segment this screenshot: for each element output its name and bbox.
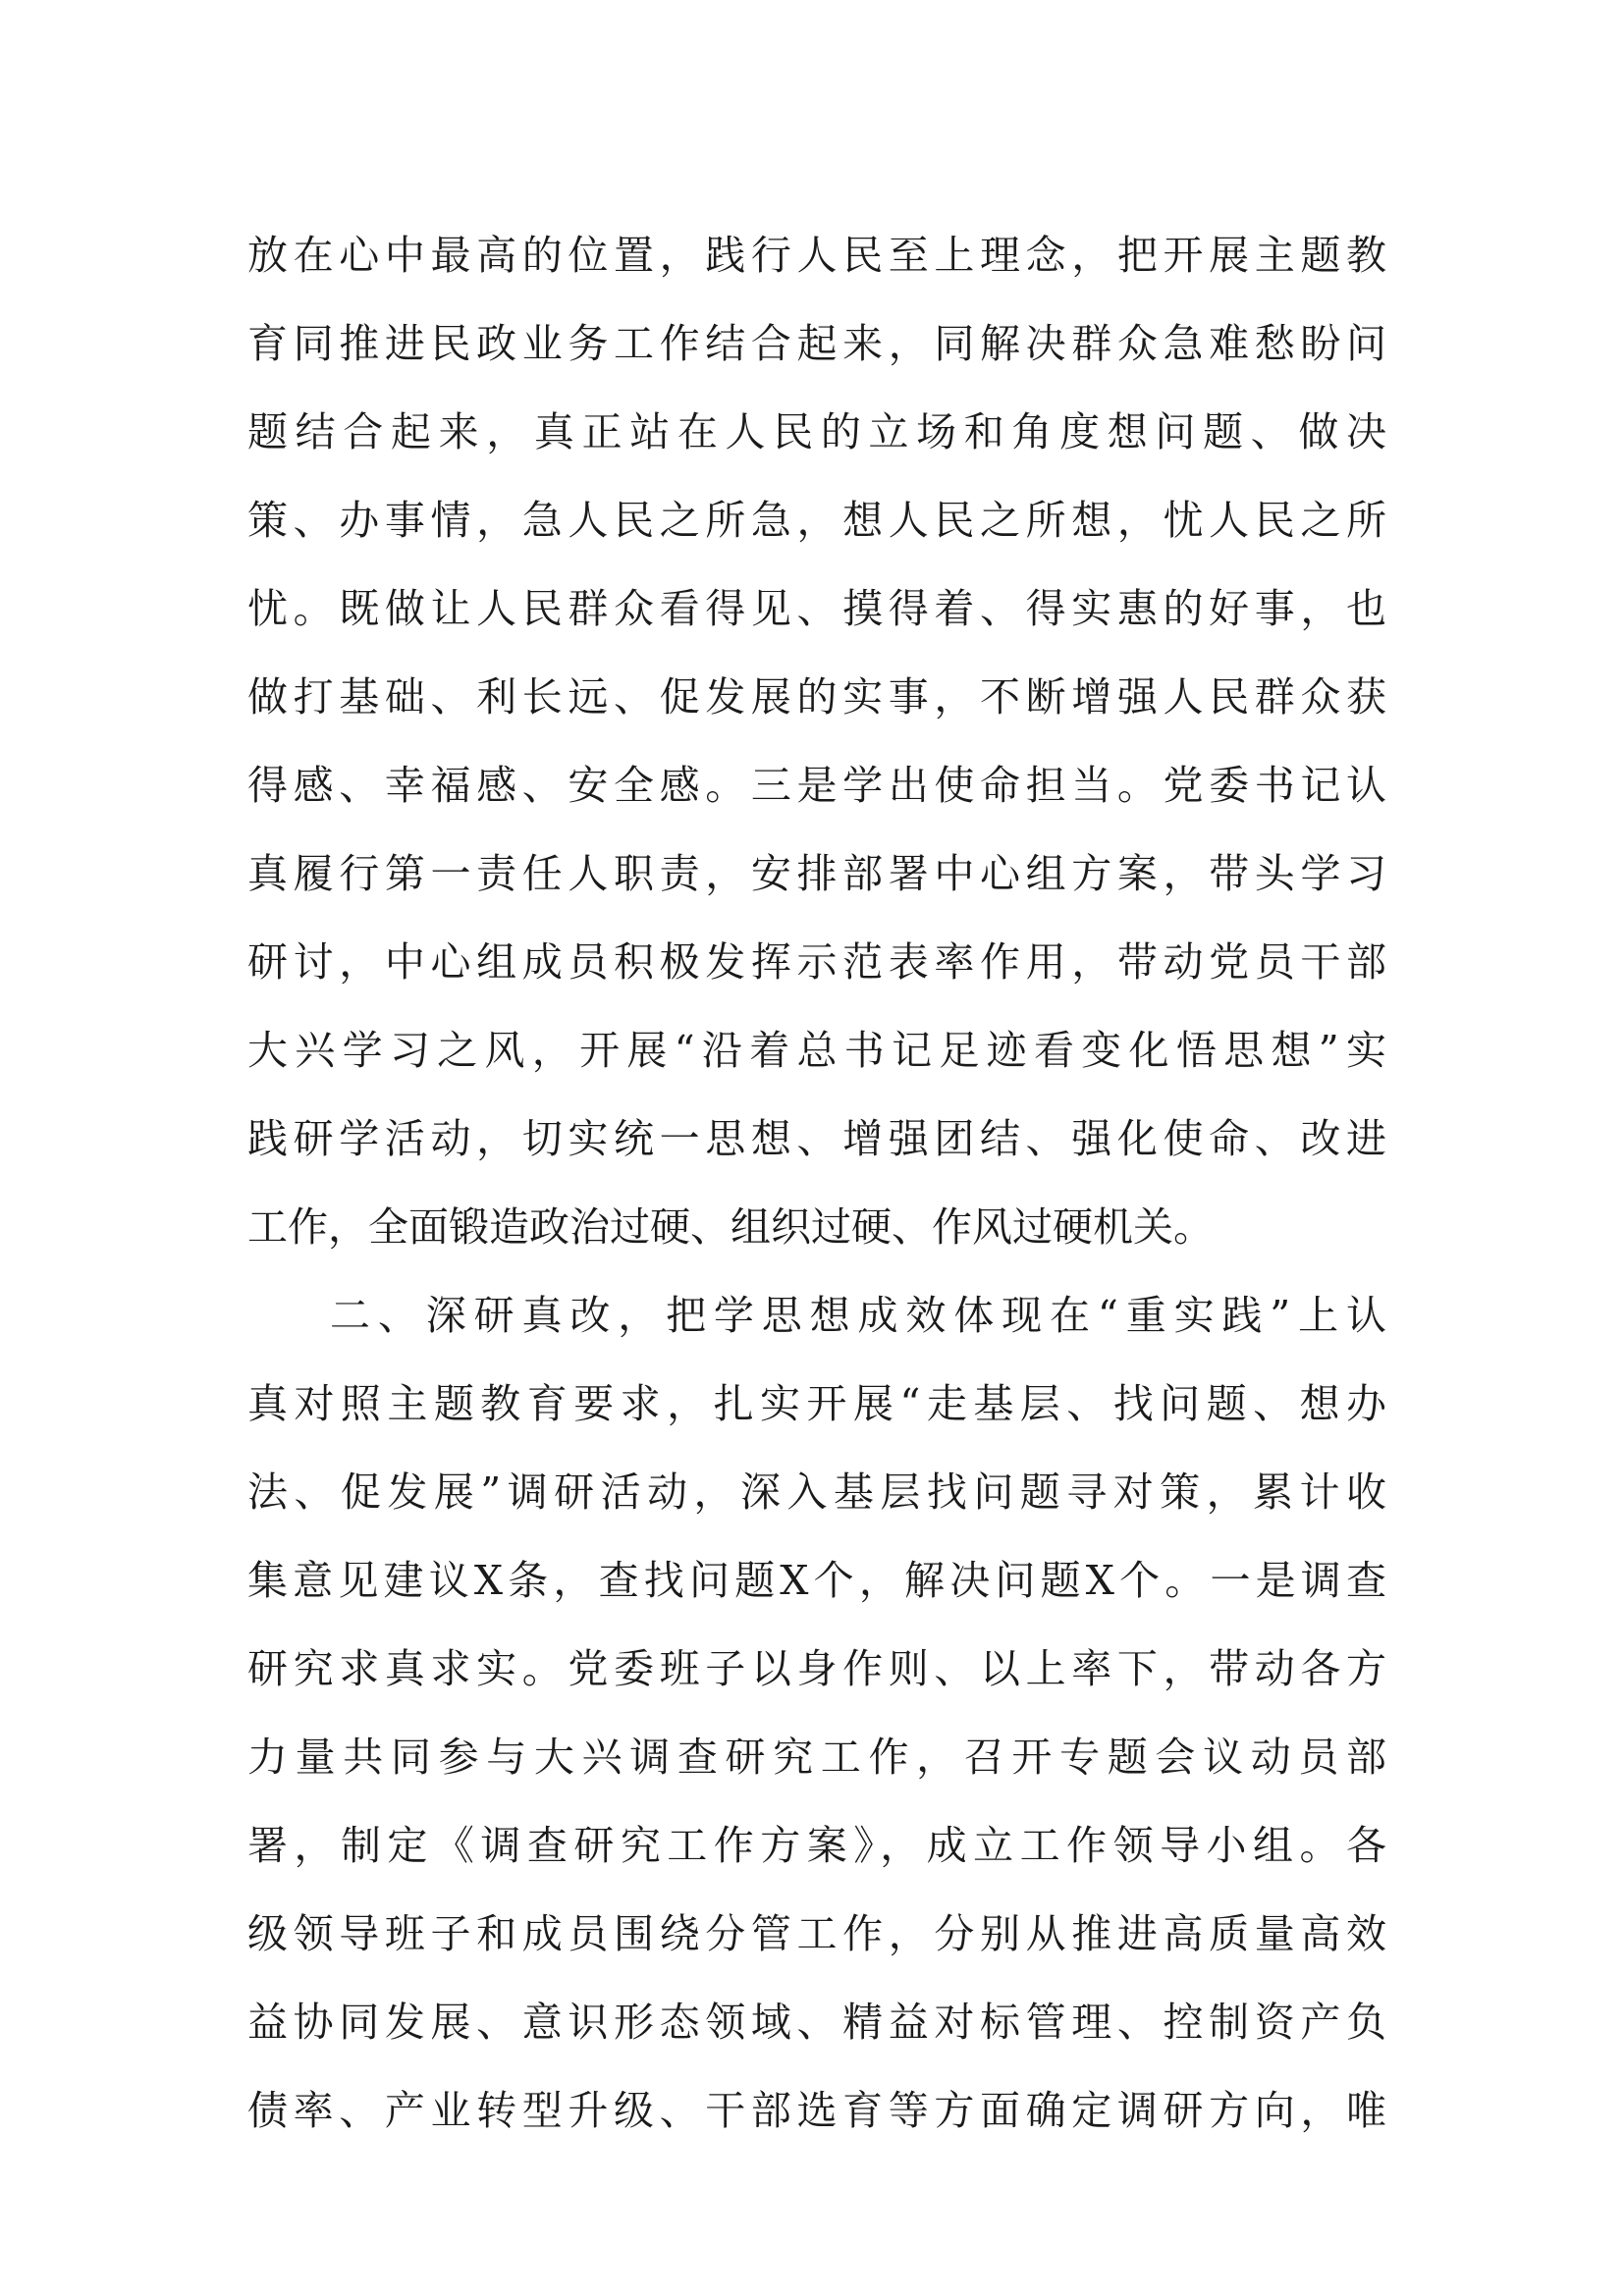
text-line: 级领导班子和成员围绕分管工作，分别从推进高质量高效 (247, 1910, 1386, 1957)
text-line: 真对照主题教育要求，扎实开展“走基层、找问题、想办 (247, 1380, 1386, 1427)
text-line: 债率、产业转型升级、干部选育等方面确定调研方向，唯 (247, 2087, 1386, 2134)
text-line: 策、办事情，急人民之所急，想人民之所想，忧人民之所 (247, 497, 1386, 544)
text-line: 集意见建议X条，查找问题X个，解决问题X个。一是调查 (247, 1557, 1386, 1604)
text-line: 研究求真求实。党委班子以身作则、以上率下，带动各方 (247, 1645, 1386, 1692)
text-line: 真履行第一责任人职责，安排部署中心组方案，带头学习 (247, 850, 1386, 897)
text-line: 得感、幸福感、安全感。三是学出使命担当。党委书记认 (247, 762, 1386, 809)
text-line: 益协同发展、意识形态领域、精益对标管理、控制资产负 (247, 1999, 1386, 2046)
body-text (247, 211, 1386, 2155)
text-line: 放在心中最高的位置，践行人民至上理念，把开展主题教 (247, 232, 1386, 279)
text-line: 忧。既做让人民群众看得见、摸得着、得实惠的好事，也 (247, 585, 1386, 632)
text-line: 力量共同参与大兴调查研究工作，召开专题会议动员部 (247, 1734, 1386, 1781)
text-line: 做打基础、利长远、促发展的实事，不断增强人民群众获 (247, 673, 1386, 721)
text-line: 署，制定《调查研究工作方案》，成立工作领导小组。各 (247, 1822, 1386, 1869)
text-line: 践研学活动，切实统一思想、增强团结、强化使命、改进 (247, 1115, 1386, 1162)
text-line: 题结合起来，真正站在人民的立场和角度想问题、做决 (247, 408, 1386, 455)
text-line: 工作，全面锻造政治过硬、组织过硬、作风过硬机关。 (247, 1203, 1214, 1251)
section-heading-line: 二、深研真改，把学思想成效体现在“重实践”上认 (330, 1292, 1386, 1339)
text-line: 育同推进民政业务工作结合起来，同解决群众急难愁盼问 (247, 320, 1386, 367)
text-line: 研讨，中心组成员积极发挥示范表率作用，带动党员干部 (247, 938, 1386, 986)
text-line: 大兴学习之风，开展“沿着总书记足迹看变化悟思想”实 (247, 1027, 1386, 1074)
text-line: 法、促发展”调研活动，深入基层找问题寻对策，累计收 (247, 1468, 1386, 1516)
